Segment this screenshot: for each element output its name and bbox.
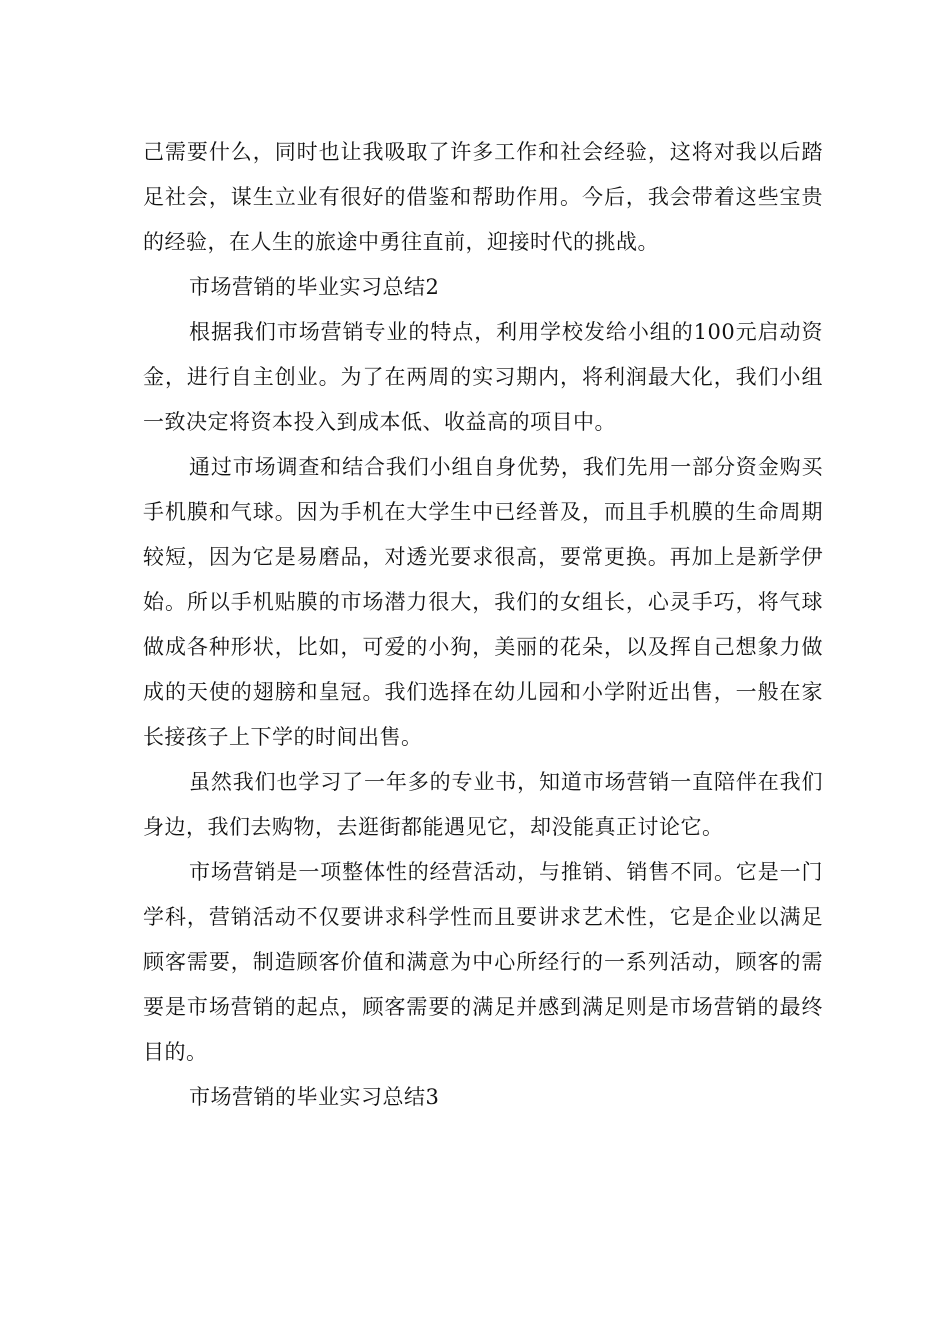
document-body — [143, 130, 823, 1120]
section-heading-3: 市场营销的毕业实习总结3 — [189, 1085, 440, 1109]
paragraph-startup-funds: 根据我们市场营销专业的特点，利用学校发给小组的100元启动资金，进行自主创业。为了在两周的实习期内，将利润最大化，我们小组一致决定将资本投入到成本低、收益高的项目中。 — [143, 320, 823, 434]
paragraph-study-reflection: 虽然我们也学习了一年多的专业书，知道市场营销一直陪伴在我们身边，我们去购物，去逛街都能遇见它，却没能真正讨论它。 — [143, 770, 823, 839]
paragraph-continuation: 己需要什么，同时也让我吸取了许多工作和社会经验，这将对我以后踏足社会，谋生立业有很好的借鉴和帮助作用。今后，我会带着这些宝贵的经验，在人生的旅途中勇往直前，迎接时代的挑战。 — [143, 140, 823, 254]
paragraph-market-research: 通过市场调查和结合我们小组自身优势，我们先用一部分资金购买手机膜和气球。因为手机在大学生中已经普及，而且手机膜的生命周期较短，因为它是易磨品，对透光要求很高，要常更换。再加上是新学伊始。所以手机贴膜的市场潜力很大，我们的女组长，心灵手巧，将气球做成各种形状，比如，可爱的小狗，美丽的花朵，以及挥自己想象力做成的天使的翅膀和皇冠。我们选择在幼儿园和小学附近出售，一般在家长接孩子上下学的时间出售。 — [143, 455, 823, 749]
paragraph-marketing-definition: 市场营销是一项整体性的经营活动，与推销、销售不同。它是一门学科，营销活动不仅要讲求科学性而且要讲求艺术性，它是企业以满足顾客需要，制造顾客价值和满意为中心所经行的一系列活动，顾客的需要是市场营销的起点，顾客需要的满足并感到满足则是市场营销的最终目的。 — [143, 860, 823, 1064]
section-heading-2: 市场营销的毕业实习总结2 — [189, 275, 440, 299]
